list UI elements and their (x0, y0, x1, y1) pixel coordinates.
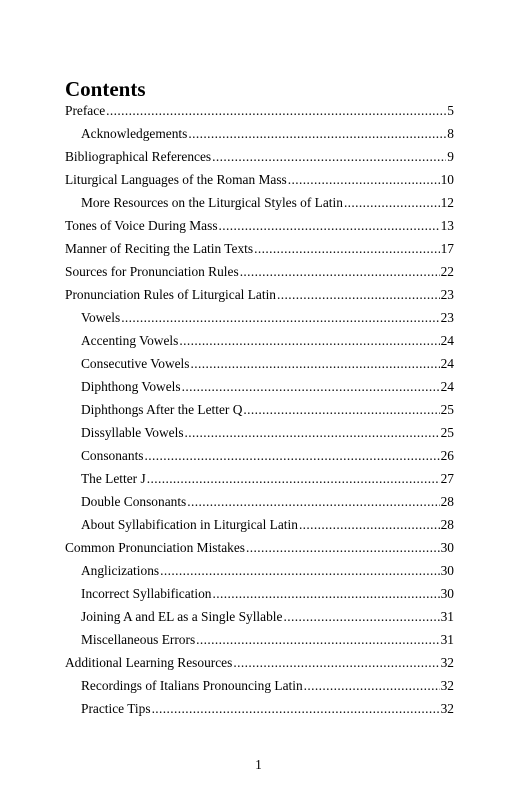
toc-entry[interactable] (65, 285, 454, 308)
toc-entry-title: Tones of Voice During Mass (65, 218, 218, 233)
toc-entry-page: 32 (440, 678, 454, 693)
toc-entry-title: Joining A and EL as a Single Syllable (81, 609, 283, 624)
toc-entry[interactable] (65, 699, 454, 722)
toc-entry[interactable] (65, 170, 454, 193)
dot-leader (288, 170, 440, 190)
toc-entry-page: 31 (440, 632, 454, 647)
toc-entry[interactable] (65, 147, 454, 170)
toc-entry[interactable] (65, 423, 454, 446)
toc-entry[interactable] (65, 538, 454, 561)
toc-entry[interactable] (65, 515, 454, 538)
dot-leader (106, 101, 446, 121)
toc-entry[interactable] (65, 607, 454, 630)
toc-entry[interactable] (65, 101, 454, 124)
toc-entry[interactable] (65, 124, 454, 147)
toc-entry[interactable] (65, 308, 454, 331)
toc-entry-title: About Syllabification in Liturgical Latin (81, 517, 298, 532)
toc-entry-title: Pronunciation Rules of Liturgical Latin (65, 287, 276, 302)
toc-entry-title: Accenting Vowels (81, 333, 179, 348)
toc-entry-page: 8 (447, 126, 454, 141)
dot-leader (243, 400, 439, 420)
dot-leader (213, 584, 440, 604)
toc-entry-page: 12 (440, 195, 454, 210)
dot-leader (179, 331, 439, 351)
toc-entry-page: 13 (440, 218, 454, 233)
toc-entry-title: Common Pronunciation Mistakes (65, 540, 246, 555)
dot-leader (240, 262, 440, 282)
toc-entry[interactable] (65, 469, 454, 492)
toc-entry-page: 25 (440, 402, 454, 417)
toc-entry-page: 9 (447, 149, 454, 164)
contents-heading: Contents (65, 77, 146, 101)
dot-leader (196, 630, 439, 650)
table-of-contents (65, 101, 454, 722)
toc-entry[interactable] (65, 262, 454, 285)
dot-leader (188, 124, 446, 144)
toc-entry-title: Consonants (81, 448, 144, 463)
dot-leader (190, 354, 439, 374)
toc-entry-page: 24 (440, 333, 454, 348)
toc-entry-page: 23 (440, 310, 454, 325)
toc-entry-page: 23 (440, 287, 454, 302)
toc-entry[interactable] (65, 331, 454, 354)
toc-entry[interactable] (65, 400, 454, 423)
toc-entry-title: Bibliographical References (65, 149, 212, 164)
toc-entry[interactable] (65, 239, 454, 262)
toc-entry[interactable] (65, 492, 454, 515)
toc-entry-page: 22 (440, 264, 454, 279)
toc-entry-page: 28 (440, 494, 454, 509)
toc-entry-title: Acknowledgements (81, 126, 188, 141)
toc-entry-title: Incorrect Syllabification (81, 586, 212, 601)
dot-leader (182, 377, 440, 397)
dot-leader (283, 607, 439, 627)
dot-leader (344, 193, 440, 213)
toc-entry-page: 26 (440, 448, 454, 463)
toc-entry-title: More Resources on the Liturgical Styles of Latin (81, 195, 343, 210)
toc-entry-page: 30 (440, 540, 454, 555)
toc-entry-title: Miscellaneous Errors (81, 632, 196, 647)
dot-leader (121, 308, 439, 328)
toc-entry[interactable] (65, 653, 454, 676)
toc-entry[interactable] (65, 446, 454, 469)
toc-entry[interactable] (65, 216, 454, 239)
dot-leader (246, 538, 440, 558)
dot-leader (233, 653, 439, 673)
toc-entry-title: Sources for Pronunciation Rules (65, 264, 239, 279)
toc-entry-title: Diphthongs After the Letter Q (81, 402, 243, 417)
toc-entry-page: 24 (440, 356, 454, 371)
dot-leader (147, 469, 440, 489)
toc-entry-title: Preface (65, 103, 106, 118)
toc-entry-page: 10 (440, 172, 454, 187)
dot-leader (152, 699, 440, 719)
toc-entry-page: 30 (440, 586, 454, 601)
toc-entry-title: Additional Learning Resources (65, 655, 233, 670)
dot-leader (299, 515, 440, 535)
toc-entry-title: Manner of Reciting the Latin Texts (65, 241, 254, 256)
toc-entry-title: Anglicizations (81, 563, 160, 578)
toc-entry-page: 28 (440, 517, 454, 532)
toc-entry[interactable] (65, 676, 454, 699)
toc-entry-title: The Letter J (81, 471, 146, 486)
toc-entry-title: Practice Tips (81, 701, 151, 716)
toc-entry[interactable] (65, 630, 454, 653)
toc-entry-page: 25 (440, 425, 454, 440)
toc-entry-page: 30 (440, 563, 454, 578)
toc-entry-page: 32 (440, 701, 454, 716)
toc-entry-page: 32 (440, 655, 454, 670)
dot-leader (212, 147, 446, 167)
toc-entry[interactable] (65, 584, 454, 607)
toc-entry-page: 5 (447, 103, 454, 118)
dot-leader (185, 423, 440, 443)
toc-entry[interactable] (65, 377, 454, 400)
toc-entry-title: Diphthong Vowels (81, 379, 181, 394)
toc-entry-page: 31 (440, 609, 454, 624)
toc-entry[interactable] (65, 193, 454, 216)
toc-entry-page: 24 (440, 379, 454, 394)
toc-entry-page: 27 (440, 471, 454, 486)
toc-entry-title: Vowels (81, 310, 121, 325)
toc-entry-page: 17 (440, 241, 454, 256)
toc-entry[interactable] (65, 561, 454, 584)
dot-leader (187, 492, 439, 512)
toc-entry-title: Dissyllable Vowels (81, 425, 184, 440)
page-number: 1 (255, 757, 262, 772)
toc-entry[interactable] (65, 354, 454, 377)
dot-leader (219, 216, 440, 236)
dot-leader (145, 446, 440, 466)
toc-entry-title: Recordings of Italians Pronouncing Latin (81, 678, 303, 693)
dot-leader (277, 285, 440, 305)
dot-leader (304, 676, 440, 696)
toc-entry-title: Double Consonants (81, 494, 187, 509)
toc-entry-title: Consecutive Vowels (81, 356, 190, 371)
toc-entry-title: Liturgical Languages of the Roman Mass (65, 172, 287, 187)
dot-leader (160, 561, 440, 581)
dot-leader (254, 239, 440, 259)
